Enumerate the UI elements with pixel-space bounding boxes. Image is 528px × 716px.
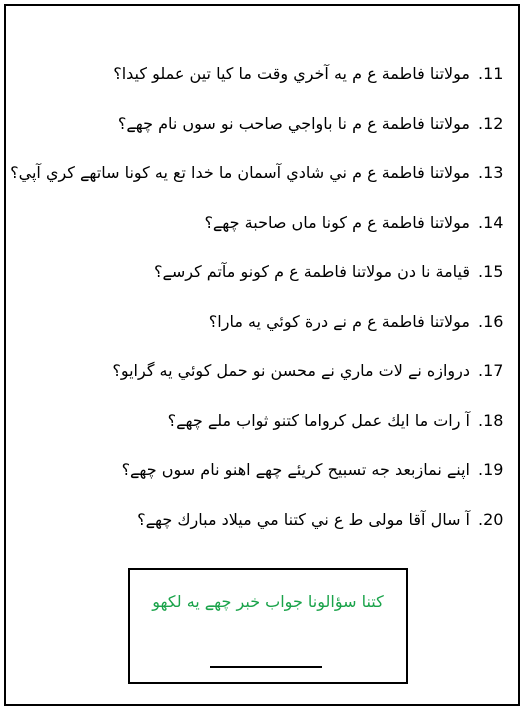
question-text: دروازه نے لات ماري نے محسن نو حمل كوئي يه گرايو؟ [112,360,470,380]
question-row [100,306,520,336]
question-row [100,256,520,286]
question-row [100,504,520,534]
question-row [10,157,520,187]
question-text: مولاتنا فاطمة ع م ني شادي آسمان ما خدا تع يه كونا ساتهے كري آپي؟ [10,162,470,182]
answer-box [128,568,408,684]
question-number: .20 [478,509,504,529]
question-number: .18 [478,410,504,430]
question-text: مولاتنا فاطمة ع م يه آخري وقت ما كيا تين عملو كيدا؟ [113,63,470,83]
question-row [100,454,520,484]
question-number: .11 [478,63,504,83]
answer-line[interactable] [210,666,322,668]
question-row [100,405,520,435]
question-text: آ سال آقا مولى ط ع ني كتنا مي ميلاد مبارك چھے؟ [137,509,470,529]
question-number: .16 [478,311,504,331]
question-row [100,108,520,138]
question-number: .19 [478,459,504,479]
question-text: قيامة نا دن مولاتنا فاطمة ع م كونو مآتم كرسے؟ [154,261,470,281]
question-text: مولاتنا فاطمة ع م نے درة كوئي يه مارا؟ [208,311,470,331]
question-number: .13 [478,162,504,182]
answer-instruction: كتنا سؤالونا جواب خبر چھے يه لكهو [152,592,384,611]
question-number: .15 [478,261,504,281]
question-number: .17 [478,360,504,380]
question-text: مولاتنا فاطمة ع م كونا ماں صاحبة چھے؟ [204,212,470,232]
question-row [100,355,520,385]
question-text: اپنے نمازبعد جه تسبيح كريئے چھے اهنو نام سوں چھے؟ [121,459,470,479]
question-row [100,207,520,237]
question-text: آ رات ما ايك عمل كرواما كتنو ثواب ملے چھے؟ [167,410,470,430]
question-number: .12 [478,113,504,133]
question-text: مولاتنا فاطمة ع م نا باواجي صاحب نو سوں نام چھے؟ [117,113,470,133]
question-row [100,58,520,88]
question-number: .14 [478,212,504,232]
